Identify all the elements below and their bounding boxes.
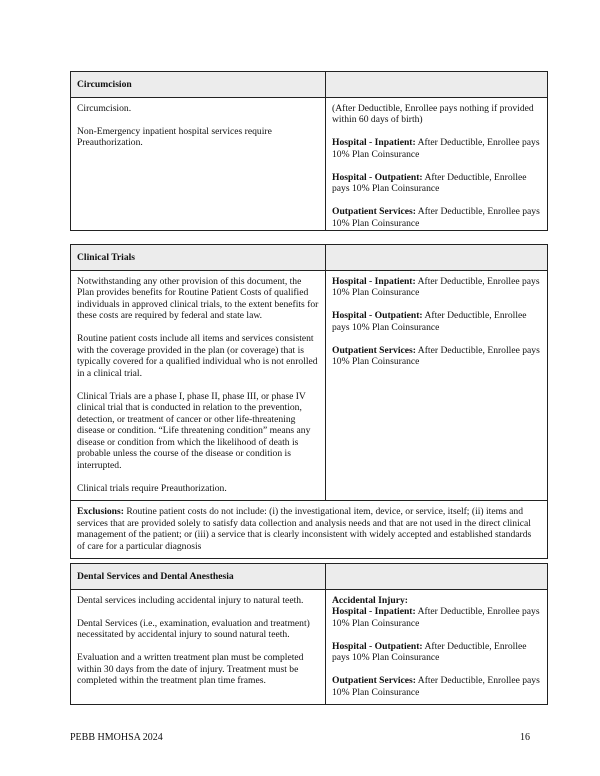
clinical-trials-header-row bbox=[71, 245, 547, 271]
dental-outpatient-services: Outpatient Services: After Deductible, Enrollee pays 10% Plan Coinsurance bbox=[332, 675, 540, 698]
clinical-trials-body-row bbox=[71, 271, 547, 501]
clinical-trials-description bbox=[71, 271, 326, 501]
clinical-trials-coverage bbox=[326, 271, 547, 501]
circumcision-header: Circumcision bbox=[71, 72, 326, 97]
circumcision-outpatient: Hospital - Outpatient: After Deductible, Enrollee pays 10% Plan Coinsurance bbox=[332, 171, 527, 194]
circumcision-header-empty bbox=[326, 72, 547, 97]
clinical-trials-table bbox=[70, 244, 548, 559]
dental-left-p3: Evaluation and a written treatment plan must be completed within 30 days from the date of injury. Treatment must be completed within the treatment plan time frames. bbox=[77, 652, 304, 686]
dental-inpatient: Hospital - Inpatient: After Deductible, Enrollee pays 10% Plan Coinsurance bbox=[332, 606, 540, 629]
footer-document-title: PEBB HMOHSA 2024 bbox=[70, 732, 163, 743]
clinical-trials-left-p2: Routine patient costs include all items and services consistent with the coverage provided in the plan (or coverage) that is typically covered for a qualified individual who is not enrolled in a clinical trial. bbox=[77, 333, 318, 379]
dental-header-empty bbox=[326, 564, 547, 589]
circumcision-outpatient-services: Outpatient Services: After Deductible, Enrollee pays 10% Plan Coinsurance bbox=[332, 206, 540, 229]
circumcision-inpatient: Hospital - Inpatient: After Deductible, Enrollee pays 10% Plan Coinsurance bbox=[332, 137, 540, 160]
dental-left-p1: Dental services including accidental injury to natural teeth. bbox=[77, 594, 304, 606]
dental-left-p2: Dental Services (i.e., examination, evaluation and treatment) necessitated by accidental injury to sound natural teeth. bbox=[77, 617, 310, 640]
dental-coverage bbox=[326, 590, 547, 705]
clinical-trials-exclusions bbox=[71, 500, 547, 558]
circumcision-left-p2: Non-Emergency inpatient hospital services require Preauthorization. bbox=[77, 125, 272, 148]
clinical-trials-inpatient: Hospital - Inpatient: After Deductible, Enrollee pays 10% Plan Coinsurance bbox=[332, 275, 540, 298]
circumcision-table bbox=[70, 71, 548, 231]
clinical-trials-header-empty bbox=[326, 245, 547, 270]
circumcision-left-p1: Circumcision. bbox=[77, 102, 132, 114]
clinical-trials-left-p1: Notwithstanding any other provision of this document, the Plan provides benefits for Routine Patient Costs of qualified individuals in approved clinical trials, to the extent benefits for these costs are required by federal and state law. bbox=[77, 275, 319, 321]
dental-table bbox=[70, 563, 548, 705]
exclusions-label: Exclusions: bbox=[77, 506, 124, 517]
clinical-trials-header: Clinical Trials bbox=[71, 245, 326, 270]
clinical-trials-outpatient: Hospital - Outpatient: After Deductible, Enrollee pays 10% Plan Coinsurance bbox=[332, 310, 527, 333]
dental-outpatient: Hospital - Outpatient: After Deductible, Enrollee pays 10% Plan Coinsurance bbox=[332, 640, 527, 663]
dental-description bbox=[71, 590, 326, 705]
circumcision-header-row bbox=[71, 72, 547, 98]
page-footer bbox=[70, 732, 530, 743]
dental-accidental-injury-heading: Accidental Injury: bbox=[332, 594, 408, 606]
clinical-trials-left-p4: Clinical trials require Preauthorization. bbox=[77, 482, 227, 494]
clinical-trials-left-p3: Clinical Trials are a phase I, phase II, phase III, or phase IV clinical trial that is conducted in relation to the prevention, detection, or treatment of cancer or other life-threatening disease or condition. “Life threatening condition” means any disease or condition from which the likelihood of death is probable unless the course of the disease or condition is interrupted. bbox=[77, 390, 311, 471]
circumcision-coverage bbox=[326, 98, 547, 230]
page-number: 16 bbox=[520, 732, 530, 743]
circumcision-body-row bbox=[71, 98, 547, 230]
clinical-trials-outpatient-services: Outpatient Services: After Deductible, Enrollee pays 10% Plan Coinsurance bbox=[332, 344, 540, 367]
dental-header: Dental Services and Dental Anesthesia bbox=[71, 564, 326, 589]
circumcision-right-intro: (After Deductible, Enrollee pays nothing if provided within 60 days of birth) bbox=[332, 102, 534, 125]
circumcision-description bbox=[71, 98, 326, 230]
dental-body-row bbox=[71, 590, 547, 705]
exclusions-text: Routine patient costs do not include: (i) the investigational item, device, or service, itself; (ii) items and services that are provided solely to satisfy data collection and analysis needs and that are not used in the direct clinical management of the patient; or (iii) a service that is clearly inconsistent with widely accepted and established standards of care for a particular diagnosis bbox=[77, 506, 532, 552]
dental-header-row bbox=[71, 564, 547, 590]
